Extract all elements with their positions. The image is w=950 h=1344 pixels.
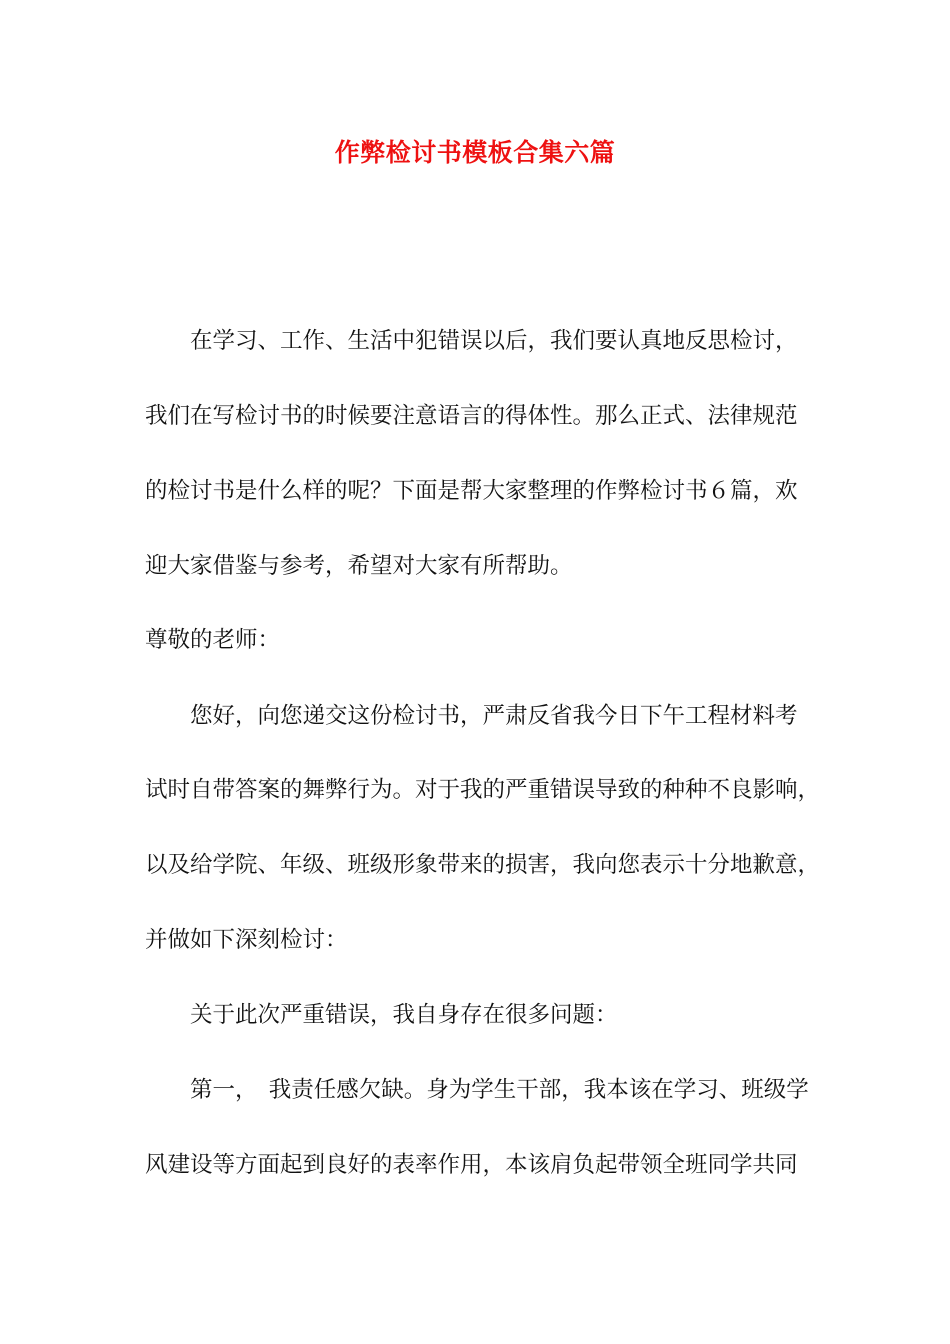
paragraph-line: 并做如下深刻检讨： (145, 927, 348, 953)
paragraph-line: 关于此次严重错误，我自身存在很多问题： (190, 1002, 618, 1028)
document-title: 作弊检讨书模板合集六篇 (334, 138, 616, 167)
paragraph-line: 我们在写检讨书的时候要注意语言的得体性。那么正式、法律规范 (145, 403, 798, 429)
paragraph-line: 在学习、工作、生活中犯错误以后，我们要认真地反思检讨， (190, 328, 798, 354)
paragraph-line: 风建设等方面起到良好的表率作用，本该肩负起带领全班同学共同 (145, 1152, 798, 1178)
paragraph-line: 的检讨书是什么样的呢？下面是帮大家整理的作弊检讨书６篇，欢 (145, 478, 798, 504)
salutation: 尊敬的老师： (145, 627, 281, 653)
paragraph-line: 第一， 我责任感欠缺。身为学生干部，我本该在学习、班级学 (190, 1077, 809, 1103)
paragraph-line: 迎大家借鉴与参考，希望对大家有所帮助。 (145, 553, 573, 579)
paragraph-line: 以及给学院、年级、班级形象带来的损害，我向您表示十分地歉意， (145, 852, 821, 878)
paragraph-line: 您好，向您递交这份检讨书，严肃反省我今日下午工程材料考 (190, 703, 798, 729)
paragraph-line: 试时自带答案的舞弊行为。对于我的严重错误导致的种种不良影响， (145, 777, 821, 803)
